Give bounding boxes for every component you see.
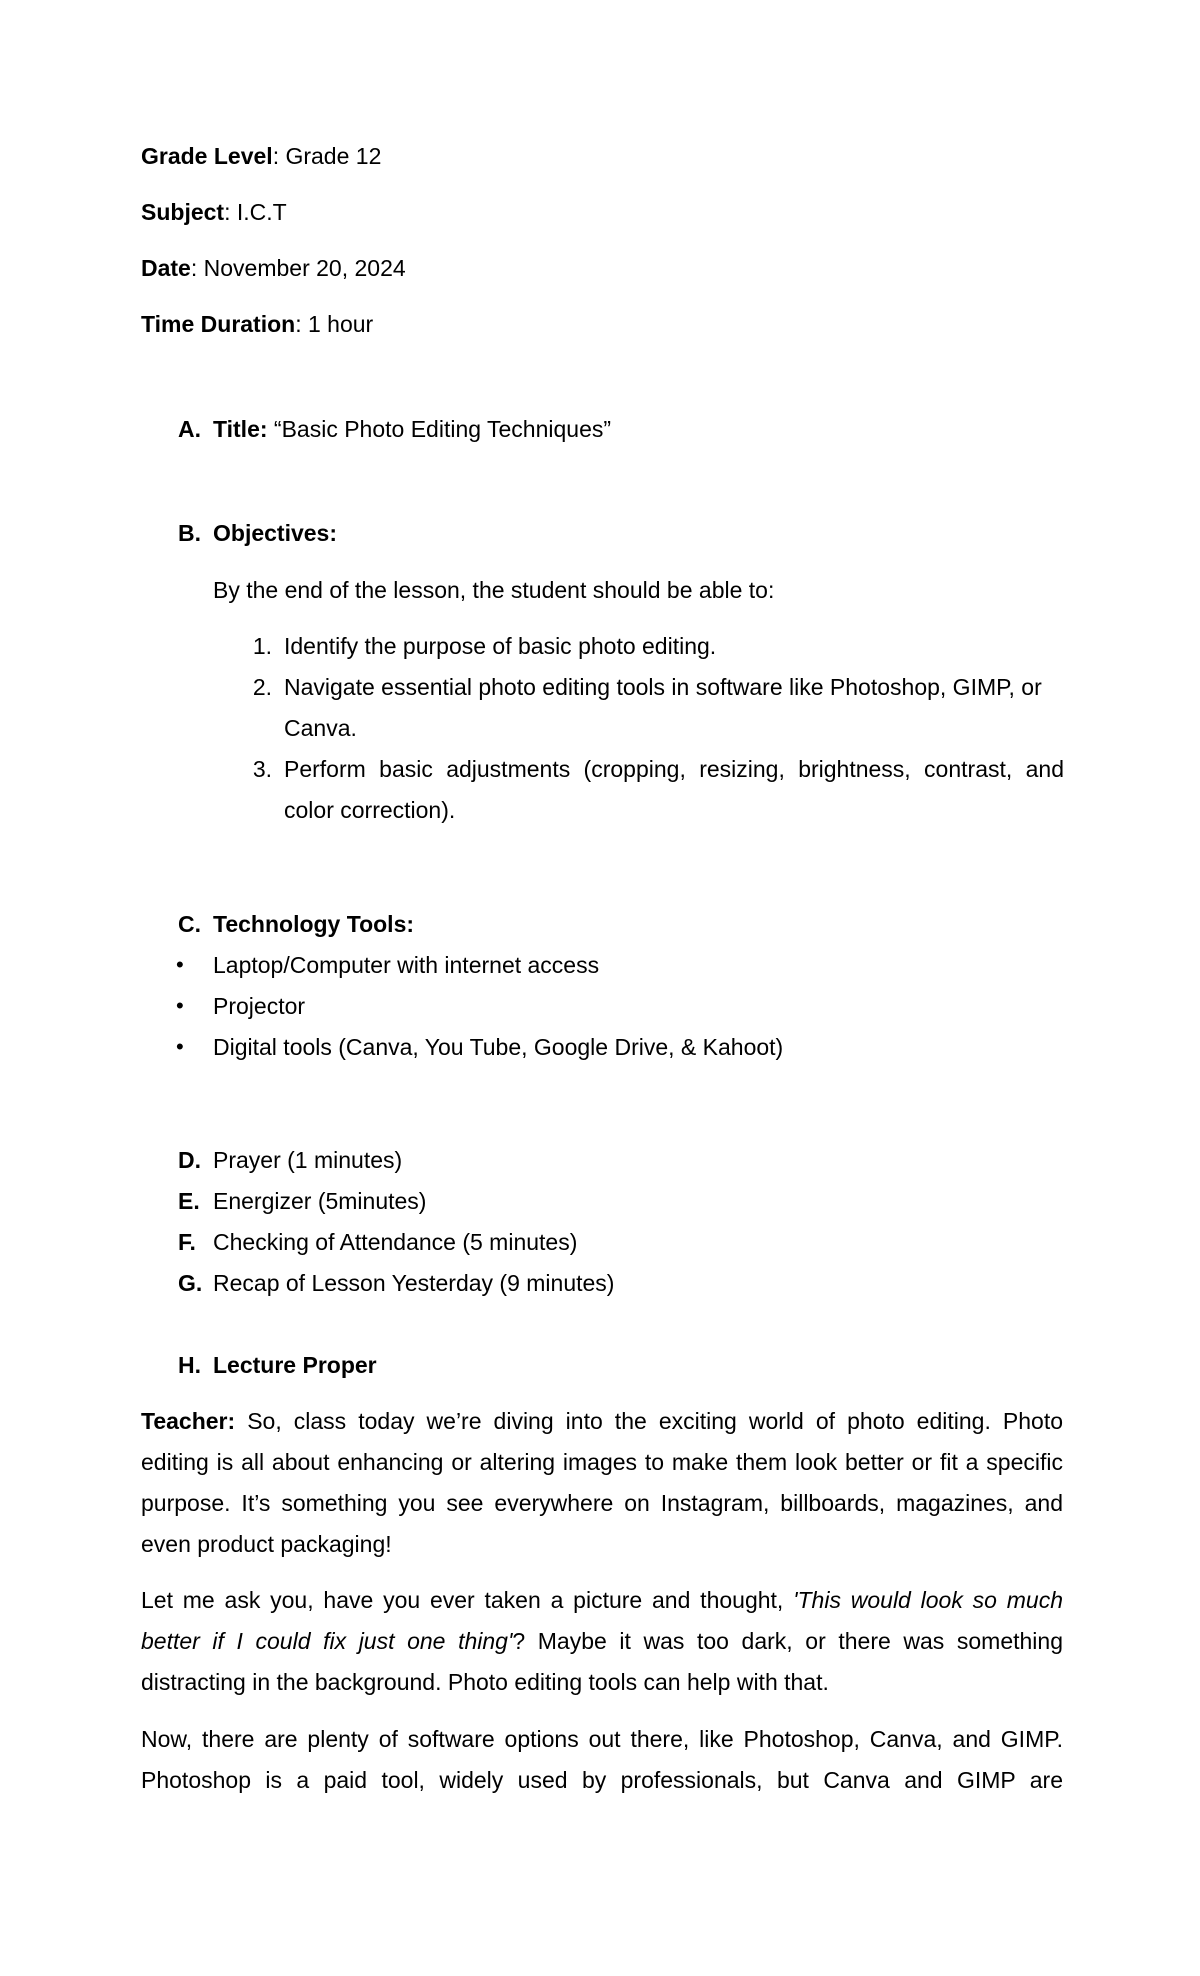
section-e-text: Energizer (5minutes) xyxy=(213,1188,427,1214)
bullet-icon: • xyxy=(176,993,184,1018)
tool-item: Digital tools (Canva, You Tube, Google Drive, & Kahoot) xyxy=(213,1034,784,1060)
section-b-label: Objectives: xyxy=(213,520,337,546)
section-c-letter: C. xyxy=(178,911,201,937)
duration-label: Time Duration xyxy=(141,311,296,337)
section-f-text: Checking of Attendance (5 minutes) xyxy=(213,1229,578,1255)
subject-value: : I.C.T xyxy=(224,199,287,225)
objective-item: Perform basic adjustments (cropping, resizing, brightness, contrast, and color correction). xyxy=(284,756,1064,823)
objective-number: 2. xyxy=(252,674,272,700)
lecture-paragraph xyxy=(141,1719,1063,1801)
date-value: : November 20, 2024 xyxy=(190,255,406,281)
subject-line xyxy=(141,197,287,227)
section-g-text: Recap of Lesson Yesterday (9 minutes) xyxy=(213,1270,615,1296)
duration-line xyxy=(141,309,373,339)
lecture-paragraph xyxy=(141,1580,1063,1703)
objective-number: 1. xyxy=(252,633,272,659)
paragraph-text: ? Maybe it was too dark, or there was something distracting in the background. Photo editing tools can help with that. xyxy=(141,1628,1063,1695)
date-line xyxy=(141,253,406,283)
grade-level-label: Grade Level xyxy=(141,143,273,169)
date-label: Date xyxy=(141,255,191,281)
bullet-icon: • xyxy=(176,1034,184,1059)
objective-item: Identify the purpose of basic photo editing. xyxy=(284,633,717,659)
section-e-letter: E. xyxy=(178,1188,200,1214)
section-a-label: Title: xyxy=(213,416,268,442)
section-a-text: “Basic Photo Editing Techniques” xyxy=(267,416,612,442)
bullet-icon: • xyxy=(176,952,184,977)
objectives-intro: By the end of the lesson, the student should be able to: xyxy=(213,577,775,603)
objective-number: 3. xyxy=(252,756,272,782)
tool-item: Projector xyxy=(213,993,306,1019)
tool-item: Laptop/Computer with internet access xyxy=(213,952,600,978)
speaker-label: Teacher: xyxy=(141,1408,236,1434)
section-a-title xyxy=(213,414,611,444)
section-c-label: Technology Tools: xyxy=(213,911,415,937)
section-g-letter: G. xyxy=(178,1270,203,1296)
section-h-label: Lecture Proper xyxy=(213,1352,377,1378)
lecture-paragraph xyxy=(141,1401,1063,1565)
section-f-letter: F. xyxy=(178,1229,196,1255)
grade-level-value: : Grade 12 xyxy=(272,143,382,169)
section-d-text: Prayer (1 minutes) xyxy=(213,1147,403,1173)
quoted-thought: 'This would look so much better if I could fix just one thing' xyxy=(141,1587,1063,1654)
paragraph-text: So, class today we’re diving into the exciting world of photo editing. Photo editing is all about enhancing or altering images to make them look better or fit a specific purpose. It’s something you see everywhere on Instagram, billboards, magazines, and even product packaging! xyxy=(141,1408,1063,1557)
paragraph-text: Now, there are plenty of software options out there, like Photoshop, Canva, and GIMP. Photoshop is a paid tool, widely used by professionals, but Canva and GIMP are xyxy=(141,1726,1063,1793)
paragraph-text: Let me ask you, have you ever taken a picture and thought, xyxy=(141,1587,794,1613)
subject-label: Subject xyxy=(141,199,225,225)
section-a-letter: A. xyxy=(178,416,201,442)
grade-level-line xyxy=(141,141,381,171)
duration-value: : 1 hour xyxy=(295,311,374,337)
section-h-letter: H. xyxy=(178,1352,201,1378)
objective-item: Navigate essential photo editing tools in software like Photoshop, GIMP, or Canva. xyxy=(284,674,1042,741)
section-d-letter: D. xyxy=(178,1147,201,1173)
section-b-letter: B. xyxy=(178,520,201,546)
